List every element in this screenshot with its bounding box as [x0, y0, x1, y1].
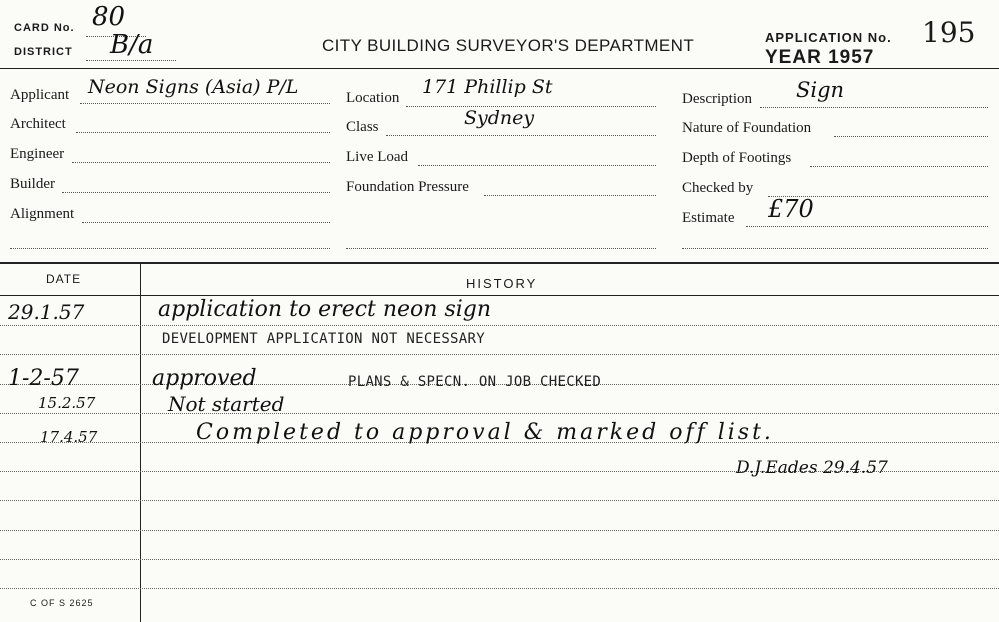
nature-of-foundation-line	[834, 136, 988, 137]
entry-text: approved	[152, 366, 257, 391]
live-load-label: Live Load	[346, 149, 409, 165]
applicant-label: Applicant	[10, 87, 70, 103]
header-rule	[0, 68, 999, 69]
alignment-label: Alignment	[10, 206, 75, 222]
builder-label: Builder	[10, 176, 55, 192]
estimate-label: Estimate	[682, 210, 735, 226]
description-line	[760, 107, 988, 108]
depth-of-footings-label: Depth of Footings	[682, 150, 792, 166]
architect-line	[76, 132, 330, 133]
application-no-value: 195	[922, 16, 976, 49]
entry-date: 15.2.57	[38, 394, 96, 412]
description-label: Description	[682, 91, 752, 107]
form-code: C OF S 2625	[30, 598, 94, 608]
checked-by-label: Checked by	[682, 180, 754, 196]
blank-line-left	[10, 248, 330, 249]
card-no-label: CARD No.	[14, 22, 75, 34]
history-top-rule	[0, 262, 999, 264]
applicant-line	[80, 103, 330, 104]
location-value: 171 Phillip St	[422, 76, 553, 98]
date-header: DATE	[46, 272, 82, 286]
stamp-development: DEVELOPMENT APPLICATION NOT NECESSARY	[162, 331, 485, 347]
applicant-value: Neon Signs (Asia) P/L	[88, 76, 299, 98]
blank-line-mid	[346, 248, 656, 249]
district-line	[86, 60, 176, 61]
ruled-line	[0, 530, 999, 531]
architect-label: Architect	[10, 116, 66, 132]
engineer-line	[72, 162, 330, 163]
nature-of-foundation-label: Nature of Foundation	[682, 120, 812, 136]
entry-text: Completed to approval & marked off list.	[196, 420, 774, 445]
history-header-rule	[0, 295, 999, 296]
foundation-pressure-line	[484, 195, 656, 196]
card-no-value: 80	[92, 2, 126, 32]
class-label: Class	[346, 119, 379, 135]
class-value: Sydney	[464, 107, 535, 129]
engineer-label: Engineer	[10, 146, 65, 162]
ruled-line	[0, 413, 999, 414]
entry-text: Not started	[168, 392, 285, 416]
description-value: Sign	[796, 78, 845, 102]
class-line	[386, 135, 656, 136]
ruled-line	[0, 588, 999, 589]
entry-date: 29.1.57	[8, 300, 85, 324]
entry-text: application to erect neon sign	[158, 297, 492, 322]
live-load-line	[418, 165, 656, 166]
location-label: Location	[346, 90, 400, 106]
ruled-line	[0, 354, 999, 355]
ruled-line	[0, 500, 999, 501]
department-title: CITY BUILDING SURVEYOR'S DEPARTMENT	[322, 36, 695, 55]
history-header: HISTORY	[466, 276, 538, 291]
alignment-line	[82, 222, 330, 223]
district-label: DISTRICT	[14, 46, 73, 58]
builder-line	[62, 192, 330, 193]
district-value: B/a	[110, 30, 154, 60]
estimate-line	[746, 226, 988, 227]
ruled-line	[0, 325, 999, 326]
signature: D.J.Eades 29.4.57	[736, 458, 888, 478]
depth-of-footings-line	[810, 166, 988, 167]
blank-line-right	[682, 248, 988, 249]
stamp-plans-checked: PLANS & SPECN. ON JOB CHECKED	[348, 374, 602, 390]
estimate-value: £70	[768, 195, 814, 223]
entry-date: 1-2-57	[8, 366, 79, 391]
year: YEAR 1957	[765, 47, 875, 68]
ruled-line	[0, 559, 999, 560]
foundation-pressure-label: Foundation Pressure	[346, 179, 469, 195]
application-no-label: APPLICATION No.	[765, 30, 892, 45]
entry-date: 17.4.57	[40, 428, 98, 446]
